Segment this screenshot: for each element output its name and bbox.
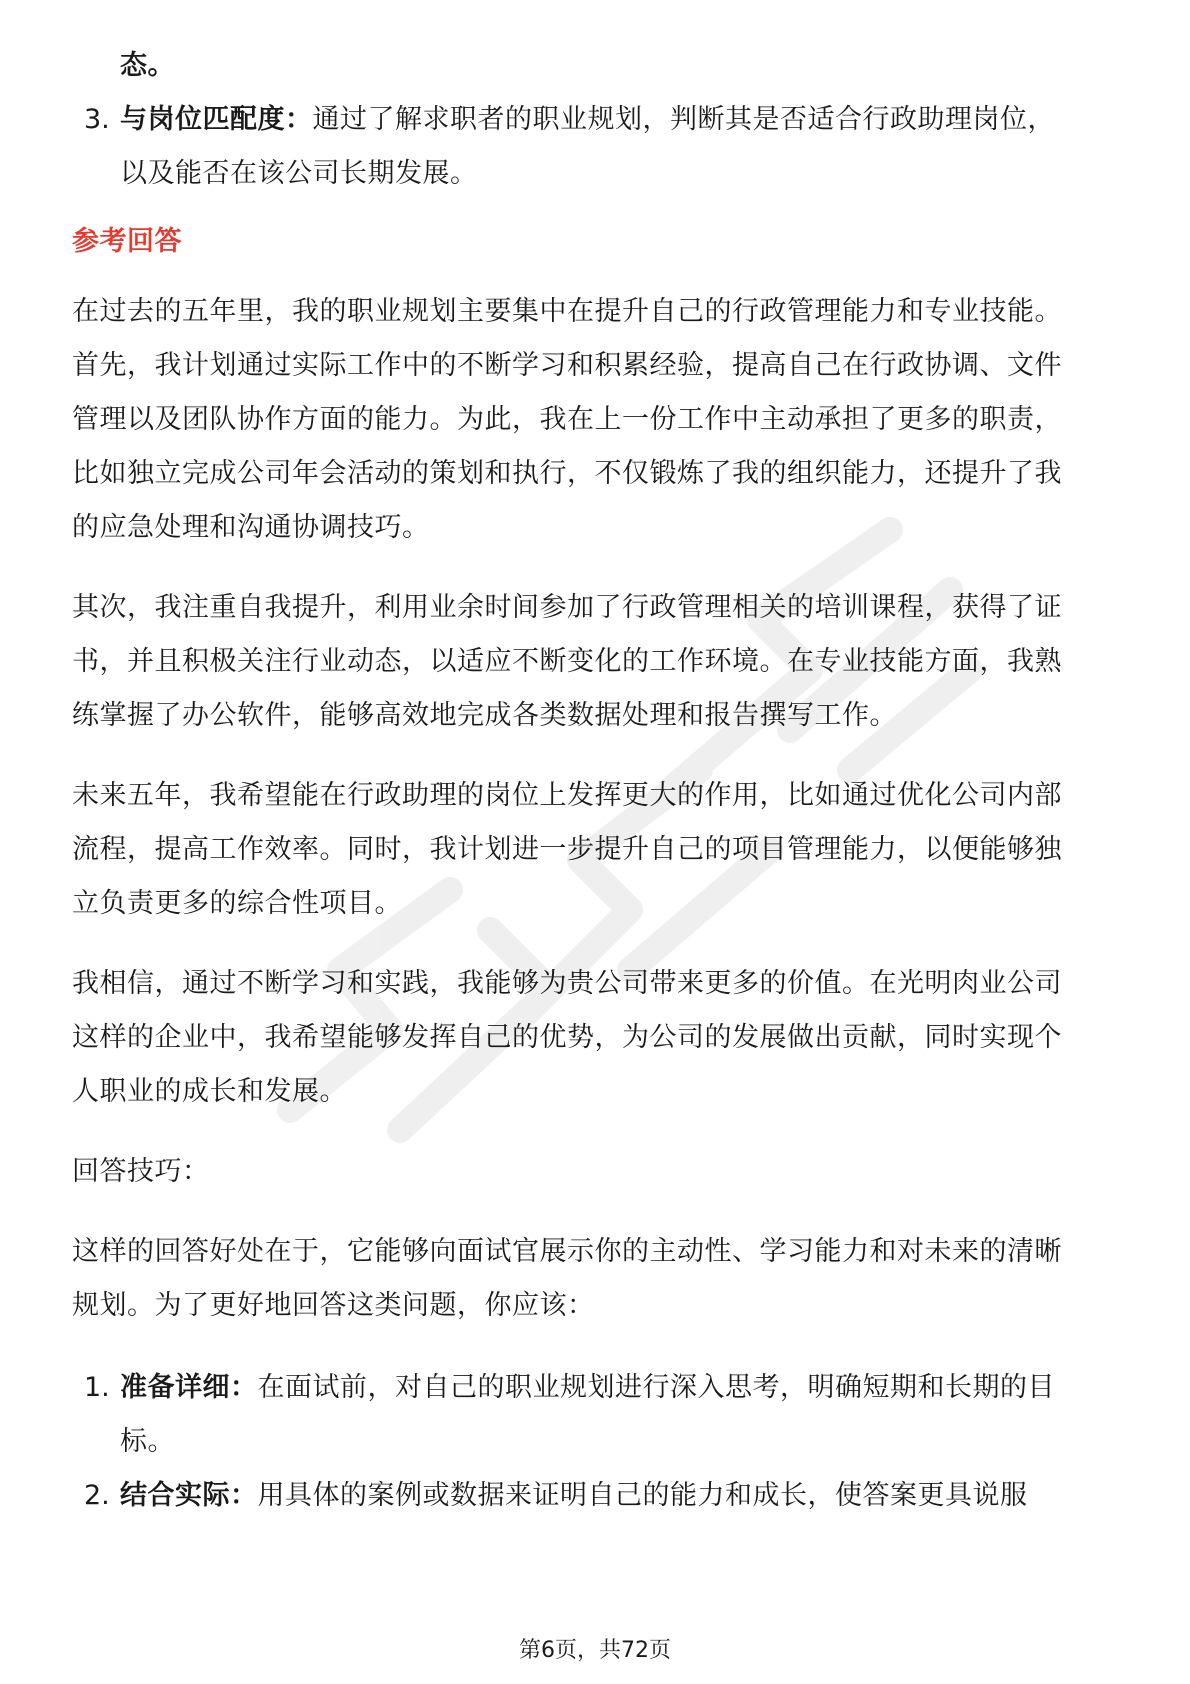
list-item-label: 与岗位匹配度： <box>120 104 313 135</box>
list-item-3 <box>120 102 1055 138</box>
paragraph-line: 其次，我注重自我提升，利用业余时间参加了行政管理相关的培训课程，获得了证 <box>72 592 1062 623</box>
paragraph-line: 这样的企业中，我希望能够发挥自己的优势，为公司的发展做出贡献，同时实现个 <box>72 1022 1062 1053</box>
reference-answer-heading: 参考回答 <box>72 226 182 257</box>
paragraph-line: 首先，我计划通过实际工作中的不断学习和积累经验，提高自己在行政协调、文件 <box>72 350 1062 381</box>
tip-label: 准备详细： <box>120 1372 258 1403</box>
paragraph-line: 在过去的五年里，我的职业规划主要集中在提升自己的行政管理能力和专业技能。 <box>72 296 1062 327</box>
tip-label: 结合实际： <box>120 1480 258 1511</box>
paragraph-line: 的应急处理和沟通协调技巧。 <box>72 512 430 543</box>
paragraph-line: 人职业的成长和发展。 <box>72 1076 347 1107</box>
previous-item-continuation: 态。 <box>120 50 175 81</box>
paragraph-line: 书，并且积极关注行业动态，以适应不断变化的工作环境。在专业技能方面，我熟 <box>72 646 1062 677</box>
paragraph-line: 流程，提高工作效率。同时，我计划进一步提升自己的项目管理能力，以便能够独 <box>72 834 1062 865</box>
answer-tips-label: 回答技巧： <box>72 1156 210 1187</box>
tip-text: 在面试前，对自己的职业规划进行深入思考，明确短期和长期的目 <box>257 1372 1055 1403</box>
tip-item-1 <box>120 1370 1055 1406</box>
paragraph-line: 未来五年，我希望能在行政助理的岗位上发挥更大的作用，比如通过优化公司内部 <box>72 780 1062 811</box>
paragraph-line: 我相信，通过不断学习和实践，我能够为贵公司带来更多的价值。在光明肉业公司 <box>72 968 1062 999</box>
tip-number: 2. <box>84 1480 110 1511</box>
paragraph-line: 这样的回答好处在于，它能够向面试官展示你的主动性、学习能力和对未来的清晰 <box>72 1236 1062 1267</box>
tip-text: 用具体的案例或数据来证明自己的能力和成长，使答案更具说服 <box>257 1480 1028 1511</box>
list-item-text-continued: 以及能否在该公司长期发展。 <box>120 158 478 189</box>
tip-item-2 <box>120 1478 1028 1514</box>
page-number-footer: 第6页，共72页 <box>519 1638 671 1663</box>
watermark-logo <box>250 470 1010 1170</box>
list-item-number: 3. <box>84 104 110 135</box>
paragraph-line: 规划。为了更好地回答这类问题，你应该： <box>72 1290 595 1321</box>
tip-number: 1. <box>84 1372 110 1403</box>
paragraph-line: 立负责更多的综合性项目。 <box>72 888 402 919</box>
paragraph-line: 比如独立完成公司年会活动的策划和执行，不仅锻炼了我的组织能力，还提升了我 <box>72 458 1062 489</box>
paragraph-line: 练掌握了办公软件，能够高效地完成各类数据处理和报告撰写工作。 <box>72 700 897 731</box>
paragraph-line: 管理以及团队协作方面的能力。为此，我在上一份工作中主动承担了更多的职责， <box>72 404 1062 435</box>
tip-text-continued: 标。 <box>120 1426 175 1457</box>
list-item-text: 通过了解求职者的职业规划，判断其是否适合行政助理岗位， <box>312 104 1055 135</box>
